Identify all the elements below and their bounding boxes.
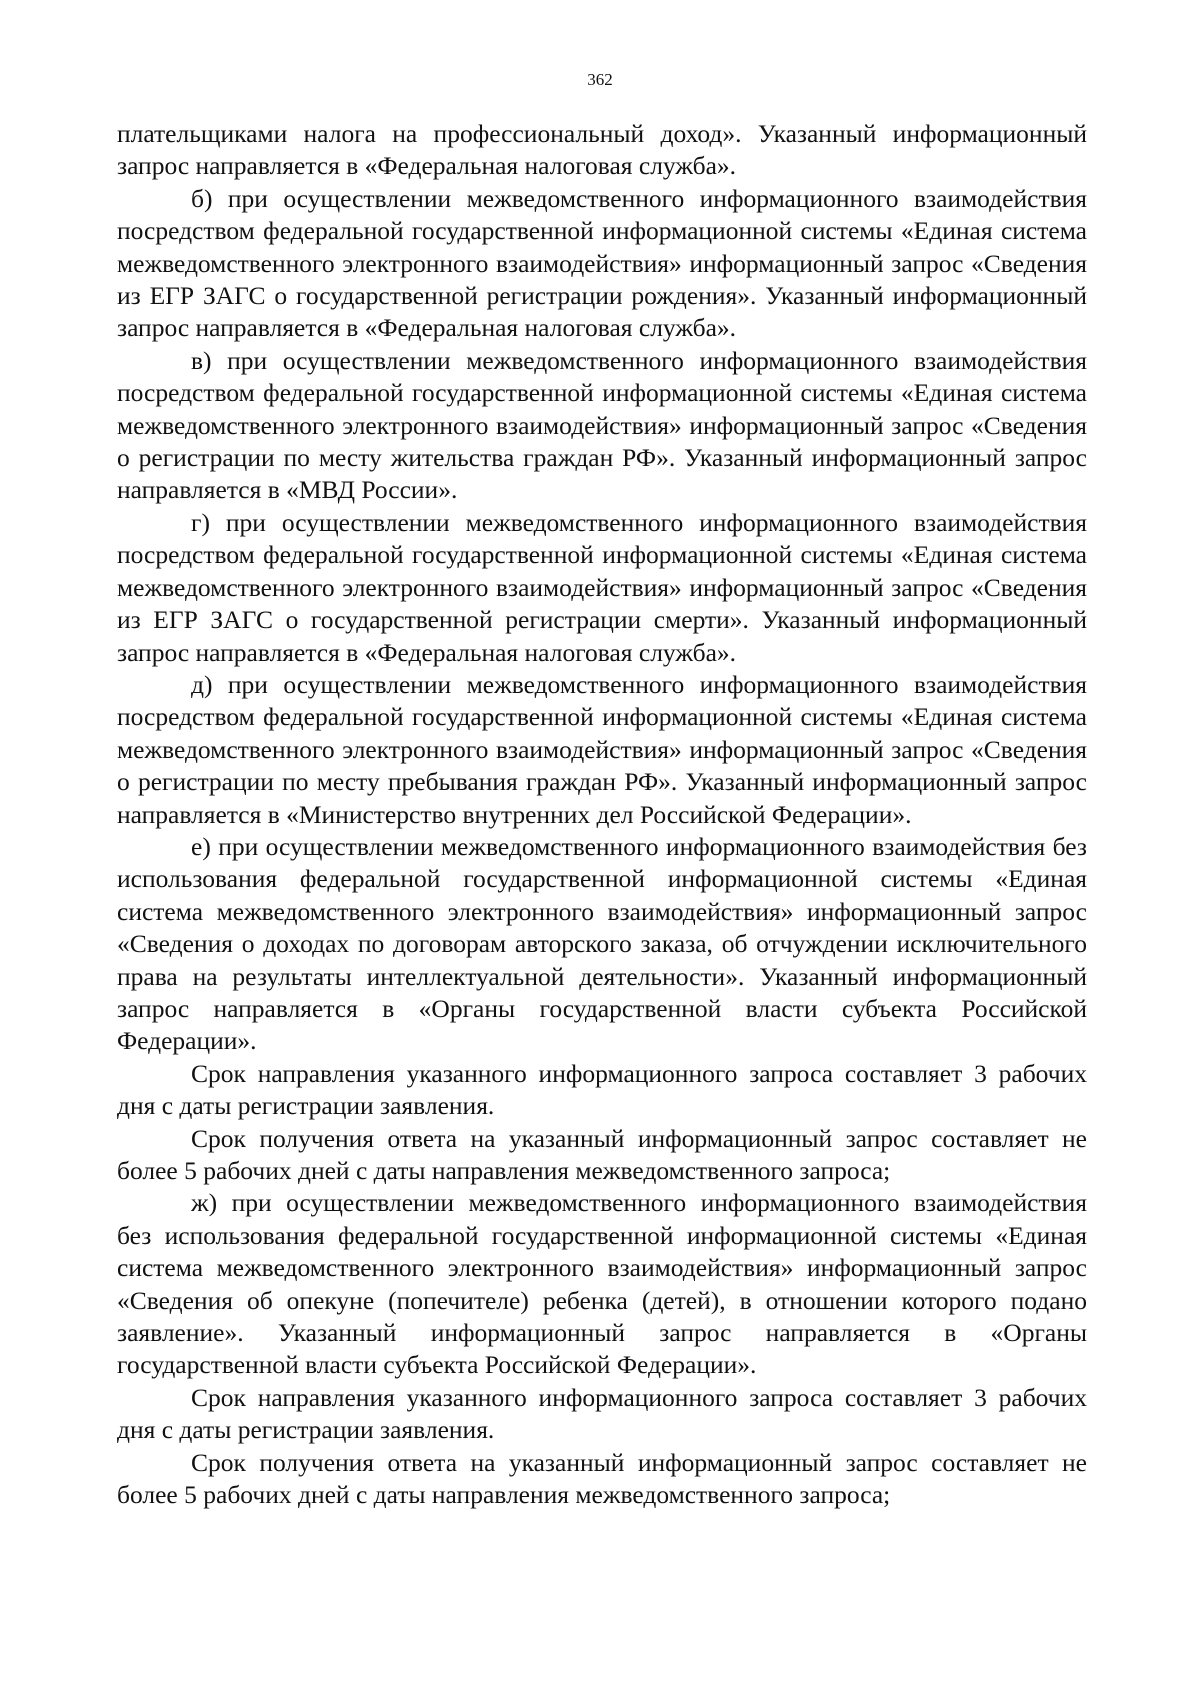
- paragraph-item-d: д) при осуществлении межведомственного информационного взаимодействия посредством федеральной государственной информационной системы «Единая система межведомственного электронного взаимодействия» информационный запрос «Сведения о регистрации по месту пребывания граждан РФ». Указанный информационный запрос направляется в «Министерство внутренних дел Российской Федерации».: [117, 669, 1087, 829]
- paragraph-item-b: б) при осуществлении межведомственного информационного взаимодействия посредством федеральной государственной информационной системы «Единая система межведомственного электронного взаимодействия» информационный запрос «Сведения из ЕГР ЗАГС о государственной регистрации рождения». Указанный информационный запрос направляется в «Федеральная налоговая служба».: [117, 183, 1087, 343]
- paragraph-response-deadline: Срок получения ответа на указанный информационный запрос составляет не более 5 рабочих дней с даты направления межведомственного запроса;: [117, 1447, 1087, 1510]
- paragraph-response-deadline: Срок получения ответа на указанный информационный запрос составляет не более 5 рабочих дней с даты направления межведомственного запроса;: [117, 1123, 1087, 1185]
- page-number: 362: [587, 70, 613, 89]
- paragraph-item-e: е) при осуществлении межведомственного информационного взаимодействия без использования федеральной государственной информационной системы «Единая система межведомственного электронного взаимодействия» информационный запрос «Сведения о доходах по договорам авторского заказа, об отчуждении исключительного права на результаты интеллектуальной деятельности». Указанный информационный запрос направляется в «Органы государственной власти субъекта Российской Федерации».: [117, 831, 1087, 1056]
- paragraph-request-deadline: Срок направления указанного информационного запроса составляет 3 рабочих дня с даты регистрации заявления.: [117, 1382, 1087, 1445]
- paragraph-item-v: в) при осуществлении межведомственного информационного взаимодействия посредством федеральной государственной информационной системы «Единая система межведомственного электронного взаимодействия» информационный запрос «Сведения о регистрации по месту жительства граждан РФ». Указанный информационный запрос направляется в «МВД России».: [117, 345, 1087, 505]
- paragraph-item-zh: ж) при осуществлении межведомственного информационного взаимодействия без использования федеральной государственной информационной системы «Единая система межведомственного электронного взаимодействия» информационный запрос «Сведения об опекуне (попечителе) ребенка (детей), в отношении которого подано заявление». Указанный информационный запрос направляется в «Органы государственной власти субъекта Российской Федерации».: [117, 1188, 1087, 1380]
- paragraph-item-g: г) при осуществлении межведомственного информационного взаимодействия посредством федеральной государственной информационной системы «Единая система межведомственного электронного взаимодействия» информационный запрос «Сведения из ЕГР ЗАГС о государственной регистрации смерти». Указанный информационный запрос направляется в «Федеральная налоговая служба».: [117, 507, 1087, 667]
- document-body: [117, 118, 1087, 1511]
- paragraph-request-deadline: Срок направления указанного информационного запроса составляет 3 рабочих дня с даты регистрации заявления.: [117, 1058, 1087, 1121]
- paragraph-continuation: плательщиками налога на профессиональный доход». Указанный информационный запрос направляется в «Федеральная налоговая служба».: [117, 119, 1087, 181]
